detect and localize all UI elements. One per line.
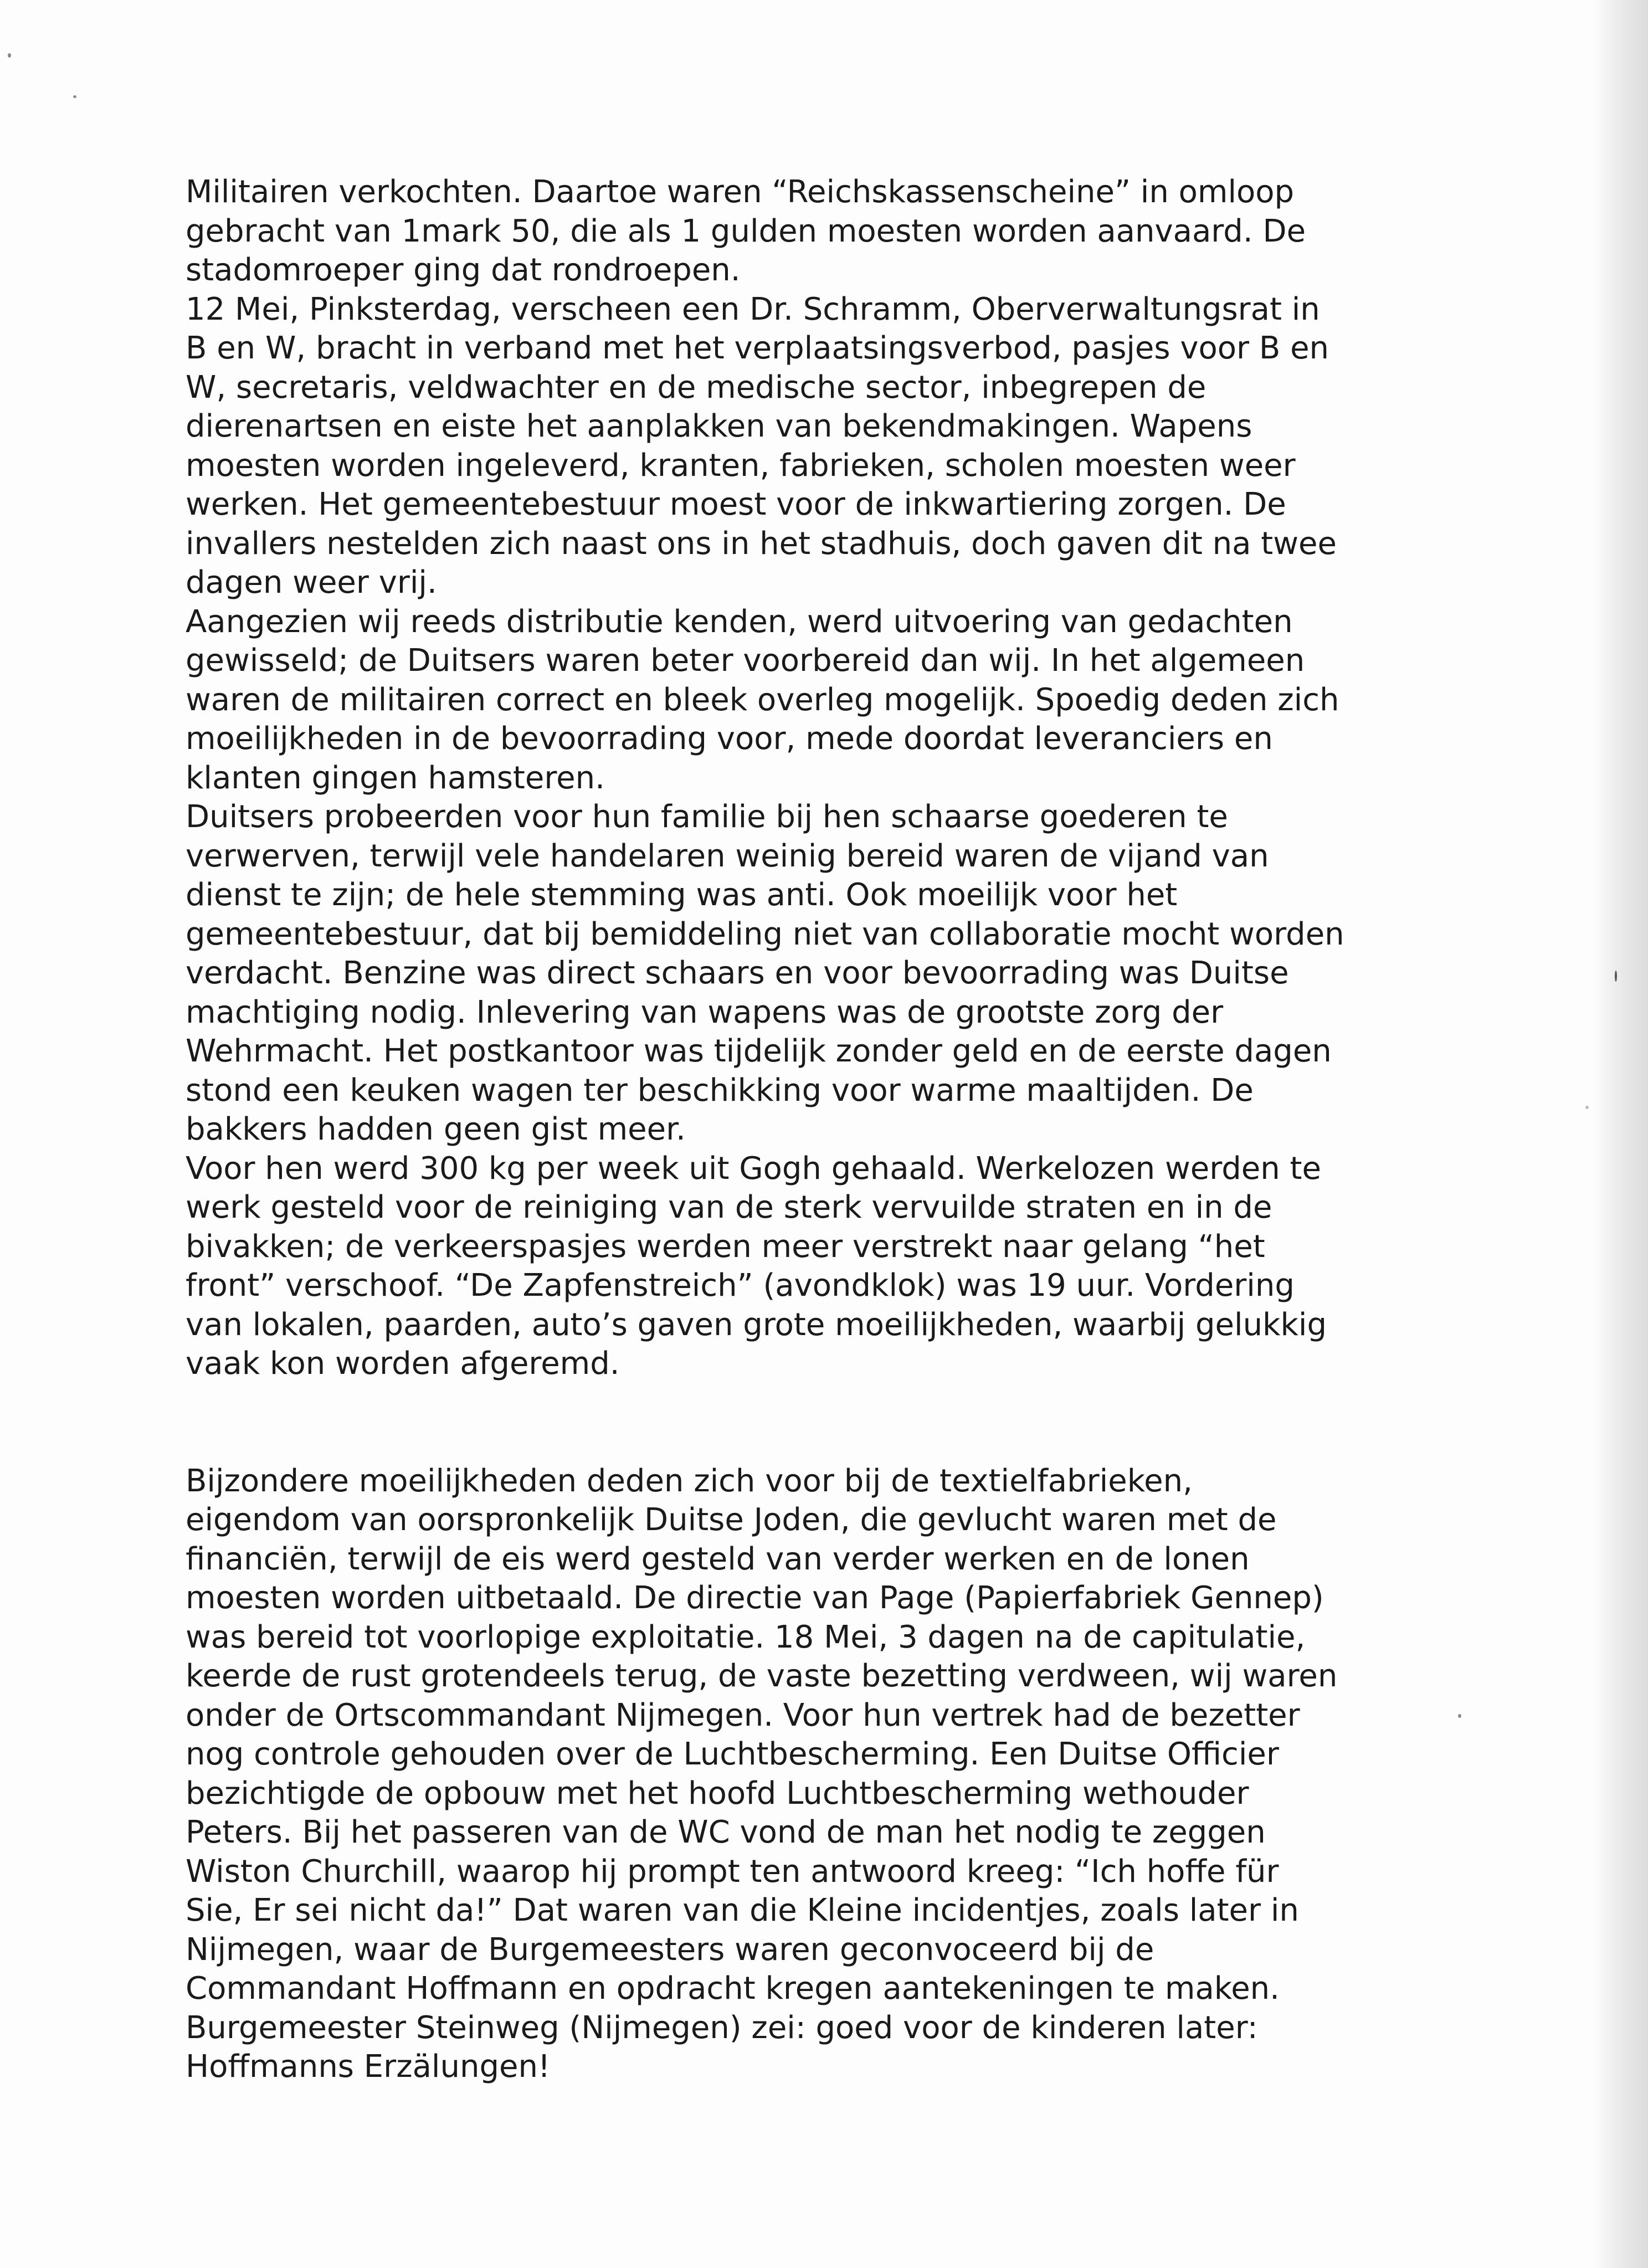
text-line: dienst te zijn; de hele stemming was anti. Ook moeilijk voor het bbox=[186, 877, 1178, 913]
scan-speck bbox=[8, 53, 11, 58]
text-line: financiën, terwijl de eis werd gesteld van verder werken en de lonen bbox=[186, 1541, 1250, 1577]
text-line: gewisseld; de Duitsers waren beter voorbereid dan wij. In het algemeen bbox=[186, 643, 1305, 679]
text-line: bakkers hadden geen gist meer. bbox=[186, 1111, 686, 1147]
scan-speck bbox=[1585, 1106, 1589, 1109]
text-line: bivakken; de verkeerspasjes werden meer verstrekt naar gelang “het bbox=[186, 1228, 1265, 1265]
text-line: gebracht van 1mark 50, die als 1 gulden moesten worden aanvaard. De bbox=[186, 213, 1306, 249]
text-line: front” verschoof. “De Zapfenstreich” (avondklok) was 19 uur. Vordering bbox=[186, 1268, 1295, 1304]
text-line: Peters. Bij het passeren van de WC vond de man het nodig te zeggen bbox=[186, 1814, 1266, 1850]
scan-speck bbox=[1615, 971, 1617, 982]
text-line: 12 Mei, Pinksterdag, verscheen een Dr. Schramm, Oberverwaltungsrat in bbox=[186, 291, 1320, 327]
paragraph bbox=[186, 173, 1415, 1384]
text-line: dierenartsen en eiste het aanplakken van bekendmakingen. Wapens bbox=[186, 408, 1252, 444]
text-line: machtiging nodig. Inlevering van wapens was de grootste zorg der bbox=[186, 994, 1224, 1030]
text-line: onder de Ortscommandant Nijmegen. Voor hun vertrek had de bezetter bbox=[186, 1697, 1300, 1733]
text-line: waren de militairen correct en bleek overleg mogelijk. Spoedig deden zich bbox=[186, 681, 1339, 718]
text-line: invallers nestelden zich naast ons in het stadhuis, doch gaven dit na twee bbox=[186, 525, 1337, 562]
text-line: nog controle gehouden over de Luchtbescherming. Een Duitse Officier bbox=[186, 1736, 1279, 1772]
text-line: Sie, Er sei nicht da!” Dat waren van die Kleine incidentjes, zoals later in bbox=[186, 1892, 1299, 1928]
text-line: moesten worden ingeleverd, kranten, fabrieken, scholen moesten weer bbox=[186, 447, 1296, 484]
paragraph bbox=[186, 1462, 1415, 2087]
text-line: Militairen verkochten. Daartoe waren “Reichskassenscheine” in omloop bbox=[186, 174, 1295, 210]
text-line: van lokalen, paarden, auto’s gaven grote moeilijkheden, waarbij gelukkig bbox=[186, 1306, 1327, 1343]
text-line: moeilijkheden in de bevoorrading voor, mede doordat leveranciers en bbox=[186, 721, 1273, 757]
text-line: keerde de rust grotendeels terug, de vaste bezetting verdween, wij waren bbox=[186, 1658, 1338, 1694]
text-line: W, secretaris, veldwachter en de medische sector, inbegrepen de bbox=[186, 369, 1207, 406]
text-line: moesten worden uitbetaald. De directie van Page (Papierfabriek Gennep) bbox=[186, 1580, 1324, 1616]
text-line: Wehrmacht. Het postkantoor was tijdelijk zonder geld en de eerste dagen bbox=[186, 1033, 1332, 1069]
text-line: Wiston Churchill, waarop hij prompt ten antwoord kreeg: “Ich hoffe für bbox=[186, 1853, 1279, 1890]
text-line: B en W, bracht in verband met het verplaatsingsverbod, pasjes voor B en bbox=[186, 330, 1329, 366]
text-line: Burgemeester Steinweg (Nijmegen) zei: goed voor de kinderen later: bbox=[186, 2009, 1258, 2046]
text-line: dagen weer vrij. bbox=[186, 565, 437, 601]
text-line: eigendom van oorspronkelijk Duitse Joden, die gevlucht waren met de bbox=[186, 1502, 1277, 1538]
text-line: was bereid tot voorlopige exploitatie. 18 Mei, 3 dagen na de capitulatie, bbox=[186, 1619, 1306, 1655]
text-line: stond een keuken wagen ter beschikking voor warme maaltijden. De bbox=[186, 1072, 1254, 1109]
scan-speck bbox=[1458, 1714, 1461, 1718]
scan-edge-shadow bbox=[1593, 0, 1648, 2268]
text-line: gemeentebestuur, dat bij bemiddeling niet van collaboratie mocht worden bbox=[186, 916, 1344, 952]
text-line: Duitsers probeerden voor hun familie bij hen schaarse goederen te bbox=[186, 799, 1228, 835]
text-line: werk gesteld voor de reiniging van de sterk vervuilde straten en in de bbox=[186, 1189, 1272, 1225]
text-line: Voor hen werd 300 kg per week uit Gogh gehaald. Werkelozen werden te bbox=[186, 1150, 1321, 1187]
text-line: Commandant Hoffmann en opdracht kregen aantekeningen te maken. bbox=[186, 1971, 1280, 2007]
paragraph-gap bbox=[186, 1384, 1415, 1462]
text-line: verwerven, terwijl vele handelaren weinig bereid waren de vijand van bbox=[186, 838, 1269, 874]
text-line: stadomroeper ging dat rondroepen. bbox=[186, 252, 741, 288]
text-line: klanten gingen hamsteren. bbox=[186, 760, 605, 796]
text-line: Hoffmanns Erzälungen! bbox=[186, 2049, 551, 2085]
scan-speck bbox=[73, 95, 76, 98]
text-line: Nijmegen, waar de Burgemeesters waren geconvoceerd bij de bbox=[186, 1931, 1154, 1968]
text-line: Aangezien wij reeds distributie kenden, werd uitvoering van gedachten bbox=[186, 603, 1293, 640]
text-line: vaak kon worden afgeremd. bbox=[186, 1346, 620, 1382]
text-line: verdacht. Benzine was direct schaars en voor bevoorrading was Duitse bbox=[186, 955, 1289, 991]
document-body bbox=[186, 173, 1415, 2087]
text-line: werken. Het gemeentebestuur moest voor de inkwartiering zorgen. De bbox=[186, 486, 1286, 522]
text-line: bezichtigde de opbouw met het hoofd Luchtbescherming wethouder bbox=[186, 1775, 1249, 1812]
text-line: Bijzondere moeilijkheden deden zich voor bij de textielfabrieken, bbox=[186, 1463, 1193, 1499]
